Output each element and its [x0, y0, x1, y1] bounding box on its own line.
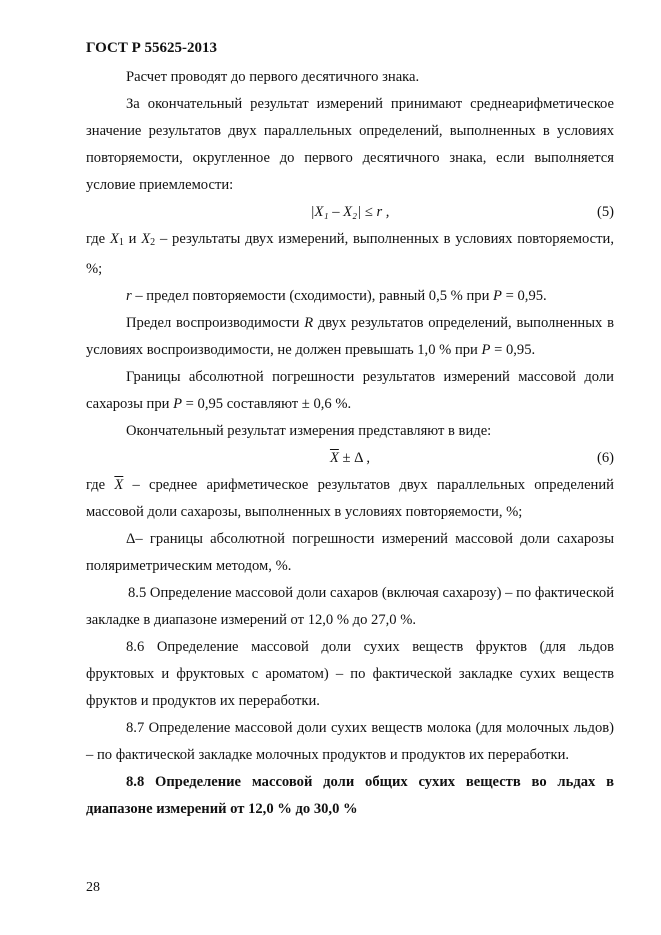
paragraph-delta-definition: Δ– границы абсолютной погрешности измерений массовой доли сахарозы поляриметрическим методом, %.	[86, 531, 614, 574]
paragraph-rounding: Расчет проводят до первого десятичного знака.	[126, 69, 420, 85]
equation-6	[86, 445, 614, 472]
paragraph-x-definition: где $X_1$ и $X_2$ – результаты двух измерений, выполненных в условиях повторяемости, %;	[86, 231, 615, 277]
equation-5-number: (5)	[596, 204, 614, 220]
page-number: 28	[86, 880, 100, 895]
equation-6-xbar: $\overline{X}$	[329, 450, 339, 466]
paragraph-error-bounds: Границы абсолютной погрешности результатов измерений массовой доли сахарозы при P = 0,95 составляют ± 0,6 %.	[86, 369, 614, 412]
section-8-7: 8.7 Определение массовой доли сухих веществ молока (для молочных льдов) – по фактической закладке молочных продуктов и продуктов их переработки.	[86, 720, 614, 763]
section-8-8-heading: 8.8 Определение массовой доли общих сухих веществ во льдах в диапазоне измерений от 12,0 % до 30,0 %	[86, 774, 614, 817]
paragraph-final-result: За окончательный результат измерений принимают среднеарифметическое значение результатов двух параллельных определений, выполненных в условиях повторяемости, округленное до первого десятичного знака, если выполняется условие приемлемости:	[86, 96, 614, 193]
equation-6-formula: ± Δ ,	[338, 450, 371, 466]
equation-5-formula: |X₁ – X₂| ≤ r ,	[310, 204, 390, 220]
equation-6-number: (6)	[596, 450, 614, 466]
section-8-6: 8.6 Определение массовой доли сухих веществ фруктов (для льдов фруктовых и фруктовых с ароматом) – по фактической закладке сухих веществ фруктов и продуктов их переработки.	[86, 639, 614, 709]
paragraph-xbar-definition: где $\overline{X}$ – среднее арифметическое результатов двух параллельных определений массовой доли сахарозы, выполненных в условиях повторяемости, %;	[86, 477, 614, 520]
document-header: ГОСТ Р 55625-2013	[86, 40, 218, 56]
section-8-5: 8.5 Определение массовой доли сахаров (включая сахарозу) – по фактической закладке в диапазоне измерений от 12,0 % до 27,0 %.	[86, 585, 614, 628]
paragraph-reproducibility: Предел воспроизводимости R двух результатов определений, выполненных в условиях воспроизводимости, не должен превышать 1,0 % при P = 0,95.	[86, 315, 614, 358]
paragraph-r-definition: r – предел повторяемости (сходимости), равный 0,5 % при P = 0,95.	[126, 288, 547, 304]
paragraph-final-form: Окончательный результат измерения представляют в виде:	[126, 423, 492, 439]
body-text	[86, 64, 614, 823]
equation-5	[86, 199, 614, 226]
